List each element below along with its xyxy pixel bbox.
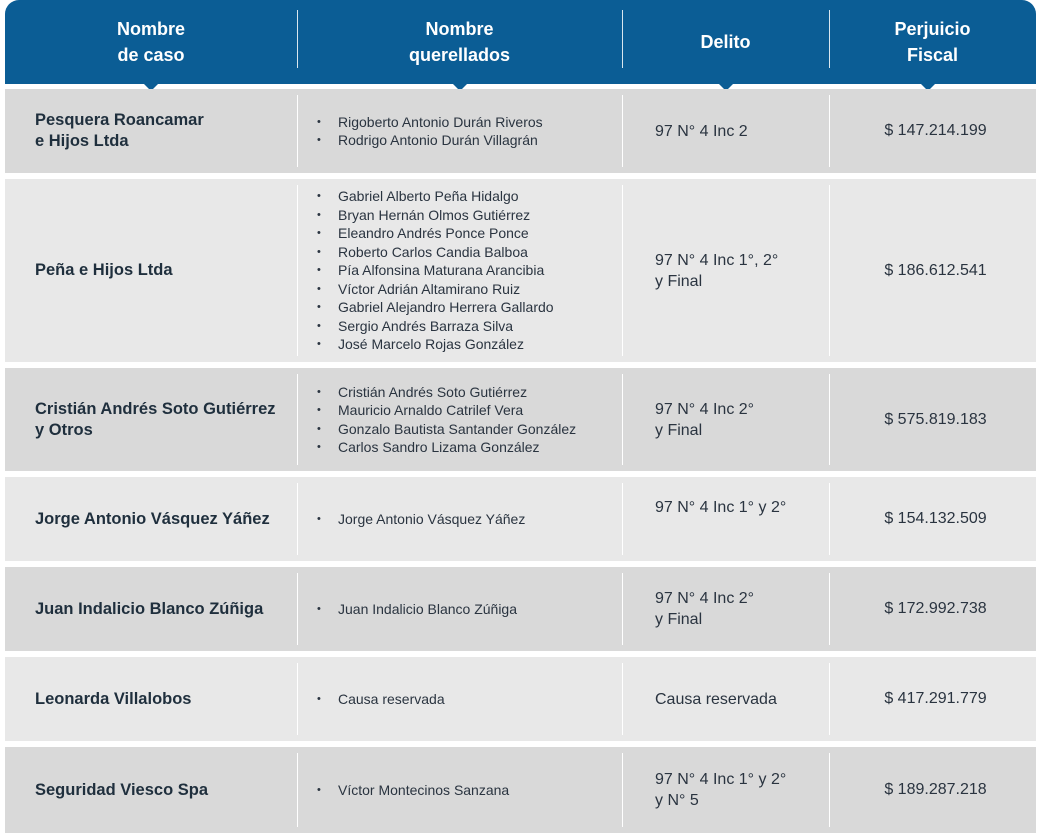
defendant-list: [315, 113, 543, 150]
column-divider: [297, 95, 298, 167]
column-divider: [297, 753, 298, 827]
column-divider: [297, 663, 298, 735]
defendant-name: • Gabriel Alejandro Herrera Gallardo: [315, 298, 554, 317]
defendant-name: • Gonzalo Bautista Santander González: [315, 420, 576, 439]
column-divider: [829, 185, 830, 356]
defendants-list: [315, 657, 625, 741]
defendant-name: • Juan Indalicio Blanco Zúñiga: [315, 600, 517, 619]
table-row: [5, 179, 1036, 362]
fiscal-damage: $ 147.214.199: [884, 122, 987, 139]
defendant-list: [315, 690, 445, 709]
case-name: Seguridad Viesco Spa: [35, 780, 209, 799]
fiscal-damage: $ 189.287.218: [884, 781, 987, 798]
defendant-name: • Cristián Andrés Soto Gutiérrez: [315, 383, 576, 402]
column-divider: [829, 663, 830, 735]
column-divider: [622, 483, 623, 555]
column-divider: [829, 95, 830, 167]
offense: Causa reservada: [655, 690, 777, 708]
table-row: [5, 477, 1036, 561]
defendant-name: • Pía Alfonsina Maturana Arancibia: [315, 261, 554, 280]
offense: 97 N° 4 Inc 1° y 2° y N° 5: [655, 771, 787, 809]
case-name: Peña e Hijos Ltda: [35, 261, 173, 279]
defendant-name: • Rigoberto Antonio Durán Riveros: [315, 113, 543, 132]
column-divider: [829, 483, 830, 555]
table-row: [5, 747, 1036, 833]
defendant-name: • Roberto Carlos Candia Balboa: [315, 243, 554, 262]
column-divider: [622, 95, 623, 167]
defendant-list: [315, 187, 554, 354]
case-name: Leonarda Villalobos: [35, 689, 192, 708]
defendant-name: • Bryan Hernán Olmos Gutiérrez: [315, 206, 554, 225]
defendants-list: [315, 477, 625, 561]
case-name: Juan Indalicio Blanco Zúñiga: [35, 599, 264, 618]
offense: 97 N° 4 Inc 1°, 2° y Final: [655, 251, 779, 290]
defendant-list: [315, 781, 509, 800]
column-divider: [622, 753, 623, 827]
defendant-name: • Rodrigo Antonio Durán Villagrán: [315, 131, 543, 150]
fiscal-damage: $ 417.291.779: [884, 690, 987, 707]
defendant-name: • Jorge Antonio Vásquez Yáñez: [315, 510, 525, 529]
defendant-name: • Causa reservada: [315, 690, 445, 709]
table-row: [5, 657, 1036, 741]
defendants-list: [315, 567, 625, 651]
table-header: [5, 0, 1036, 84]
fiscal-damage: $ 172.992.738: [884, 600, 987, 617]
header-case-name: Nombre de caso: [116, 19, 185, 65]
defendant-list: [315, 383, 576, 457]
header-fiscal-damage: Perjuicio Fiscal: [894, 19, 971, 65]
case-name: Jorge Antonio Vásquez Yáñez: [35, 509, 270, 528]
column-divider: [297, 374, 298, 465]
defendant-name: • Sergio Andrés Barraza Silva: [315, 317, 554, 336]
case-name: Cristián Andrés Soto Gutiérrez y Otros: [35, 399, 276, 439]
defendant-name: • Gabriel Alberto Peña Hidalgo: [315, 187, 554, 206]
column-divider: [829, 374, 830, 465]
column-divider: [829, 573, 830, 645]
column-divider: [297, 573, 298, 645]
fiscal-damage: $ 186.612.541: [884, 261, 987, 279]
fiscal-damage: $ 154.132.509: [884, 510, 987, 527]
offense: 97 N° 4 Inc 2: [655, 122, 748, 140]
defendant-name: • José Marcelo Rojas González: [315, 335, 554, 354]
defendant-name: • Víctor Adrián Altamirano Ruiz: [315, 280, 554, 299]
defendants-list: [315, 89, 625, 173]
column-divider: [622, 374, 623, 465]
table-row: [5, 368, 1036, 471]
defendants-list: [315, 747, 625, 833]
column-divider: [622, 663, 623, 735]
column-divider: [829, 753, 830, 827]
column-divider: [622, 573, 623, 645]
offense: 97 N° 4 Inc 2° y Final: [655, 400, 755, 439]
defendant-name: • Eleandro Andrés Ponce Ponce: [315, 224, 554, 243]
defendant-name: • Carlos Sandro Lizama González: [315, 438, 576, 457]
column-divider: [622, 185, 623, 356]
case-name: Pesquera Roancamar e Hijos Ltda: [35, 111, 204, 150]
offense: 97 N° 4 Inc 1° y 2°: [655, 499, 787, 516]
table-row: [5, 89, 1036, 173]
defendant-list: [315, 600, 517, 619]
defendant-name: • Víctor Montecinos Sanzana: [315, 781, 509, 800]
header-defendants: Nombre querellados: [408, 19, 511, 65]
header-offense: Delito: [700, 32, 751, 52]
defendant-name: • Mauricio Arnaldo Catrilef Vera: [315, 401, 576, 420]
cases-table: [5, 0, 1036, 809]
column-divider: [297, 185, 298, 356]
offense: 97 N° 4 Inc 2° y Final: [655, 590, 755, 628]
column-divider: [297, 483, 298, 555]
defendant-list: [315, 510, 525, 529]
fiscal-damage: $ 575.819.183: [884, 410, 987, 428]
defendants-list: [315, 179, 625, 362]
defendants-list: [315, 368, 625, 471]
table-row: [5, 567, 1036, 651]
